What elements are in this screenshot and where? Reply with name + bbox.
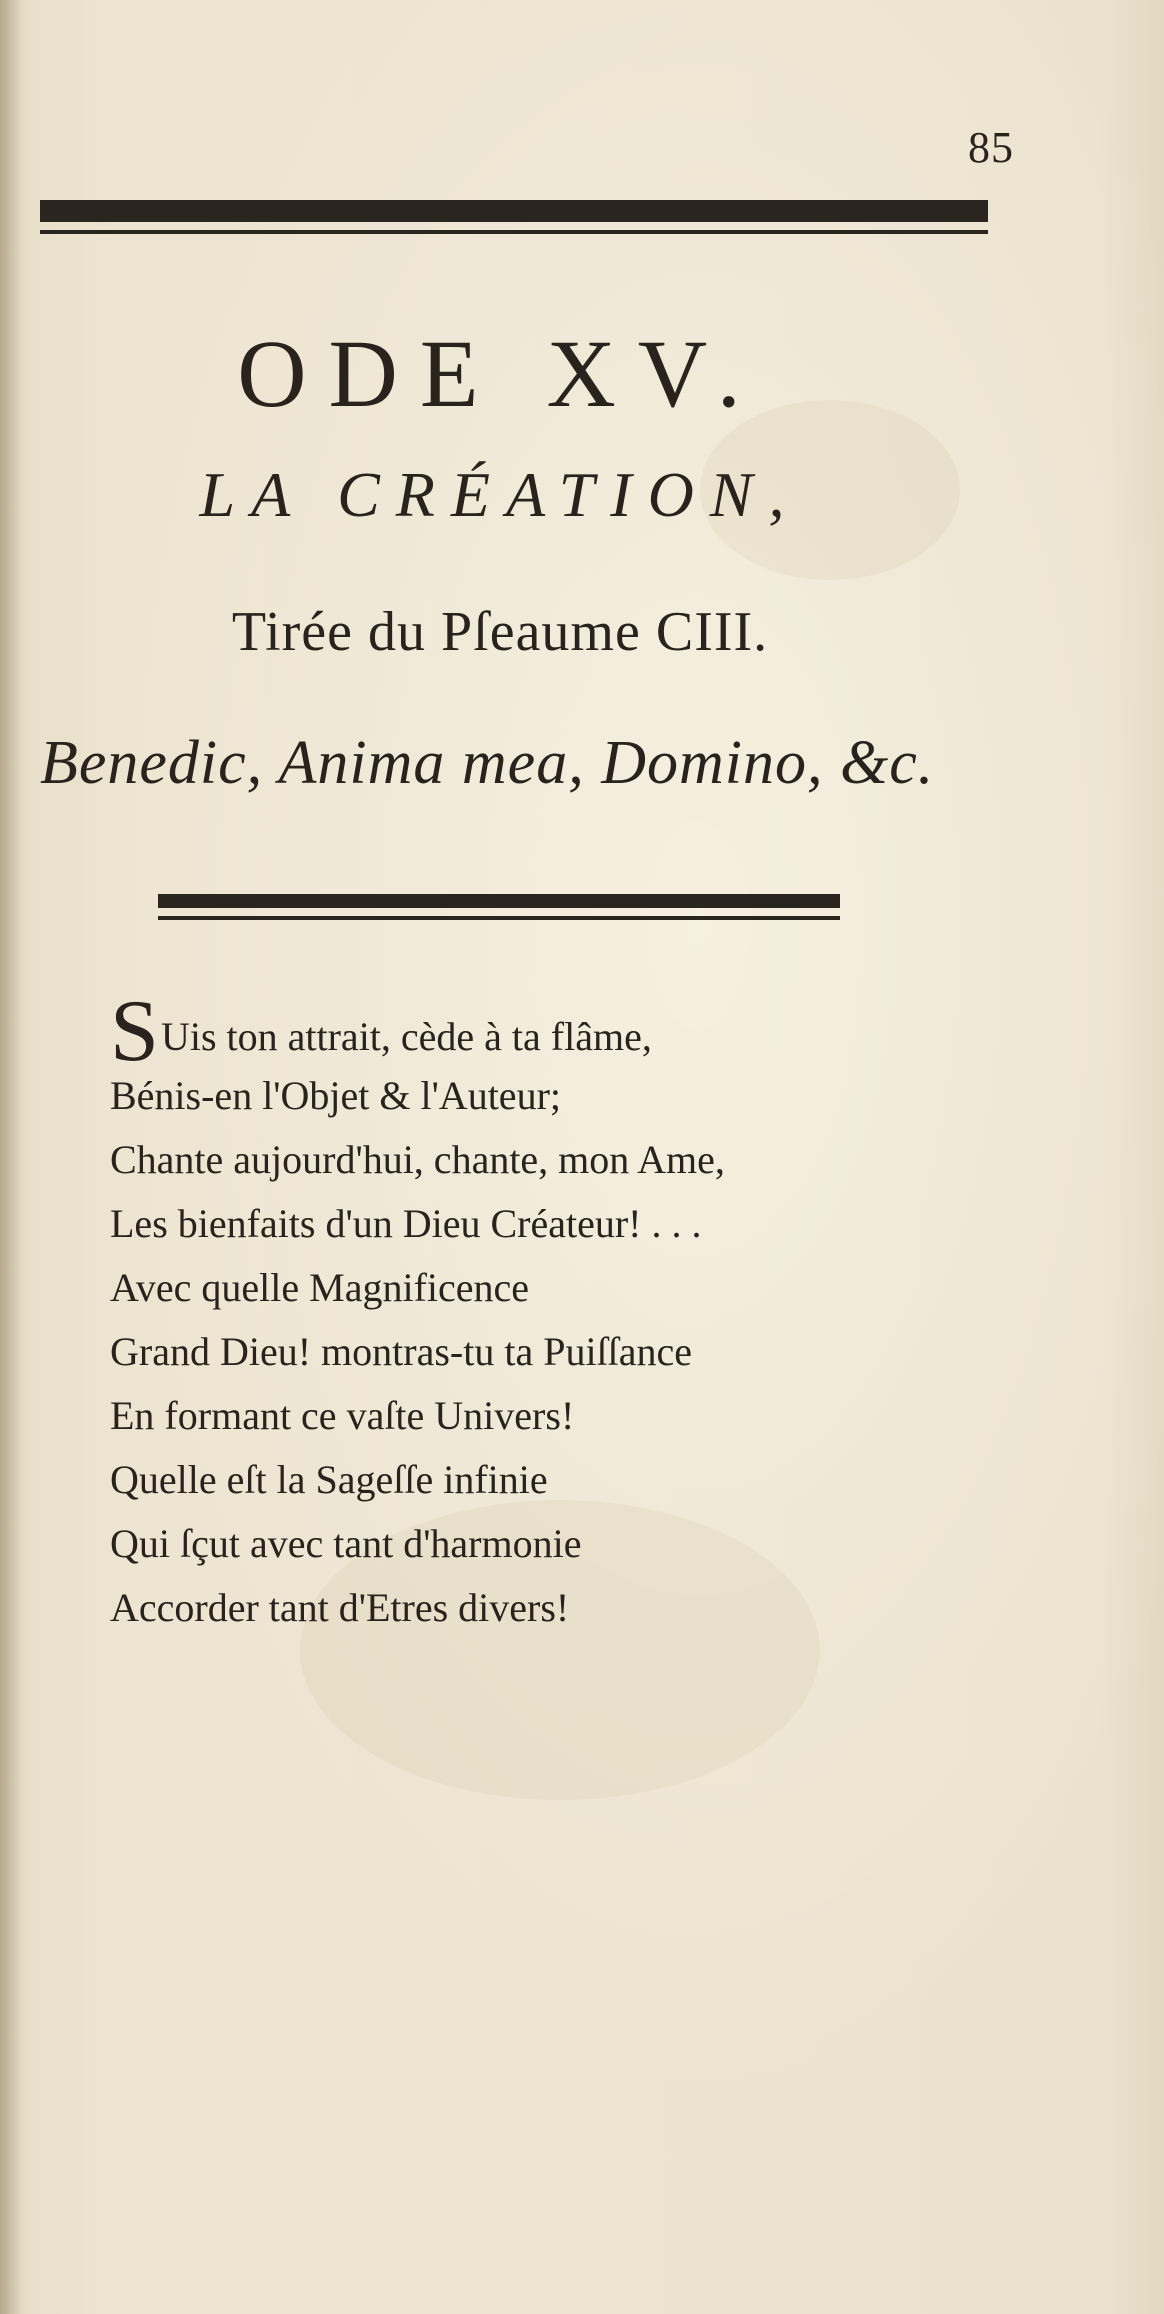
verse-line: Avec quelle Magnificence bbox=[110, 1265, 530, 1310]
latin-incipit: Benedic, Anima mea, Domino, &c. bbox=[40, 729, 935, 797]
ode-title: ODE XV. bbox=[237, 320, 763, 427]
verse-line bbox=[110, 983, 990, 1080]
verse-line: Les bienfaits d'un Dieu Créateur! . . . bbox=[110, 1201, 702, 1246]
drop-cap: S bbox=[110, 983, 159, 1080]
header-rule-thick bbox=[40, 200, 988, 222]
page-number: 85 bbox=[968, 123, 1014, 172]
verse-line: Qui ſçut avec tant d'harmonie bbox=[110, 1521, 582, 1566]
verse-line: Chante aujourd'hui, chante, mon Ame, bbox=[110, 1137, 725, 1182]
verse-line-text: Uis ton attrait, cède à ta flâme, bbox=[160, 1014, 652, 1059]
psalm-source: Tirée du Pſeaume CIII. bbox=[231, 601, 769, 663]
section-rule-thin bbox=[158, 916, 840, 920]
section-rule-thick bbox=[158, 894, 840, 908]
verse-line: Grand Dieu! montras-tu ta Puiſſance bbox=[110, 1329, 693, 1374]
verse-line: Quelle eſt la Sageſſe infinie bbox=[110, 1457, 548, 1502]
verse-stanza bbox=[110, 983, 990, 1640]
verse-line: Accorder tant d'Etres divers! bbox=[110, 1585, 570, 1630]
ode-subtitle: LA CRÉATION, bbox=[199, 459, 801, 530]
header-rule-thin bbox=[40, 230, 988, 234]
verse-line: Bénis-en l'Objet & l'Auteur; bbox=[110, 1073, 561, 1118]
verse-line: En formant ce vaſte Univers! bbox=[110, 1393, 575, 1438]
